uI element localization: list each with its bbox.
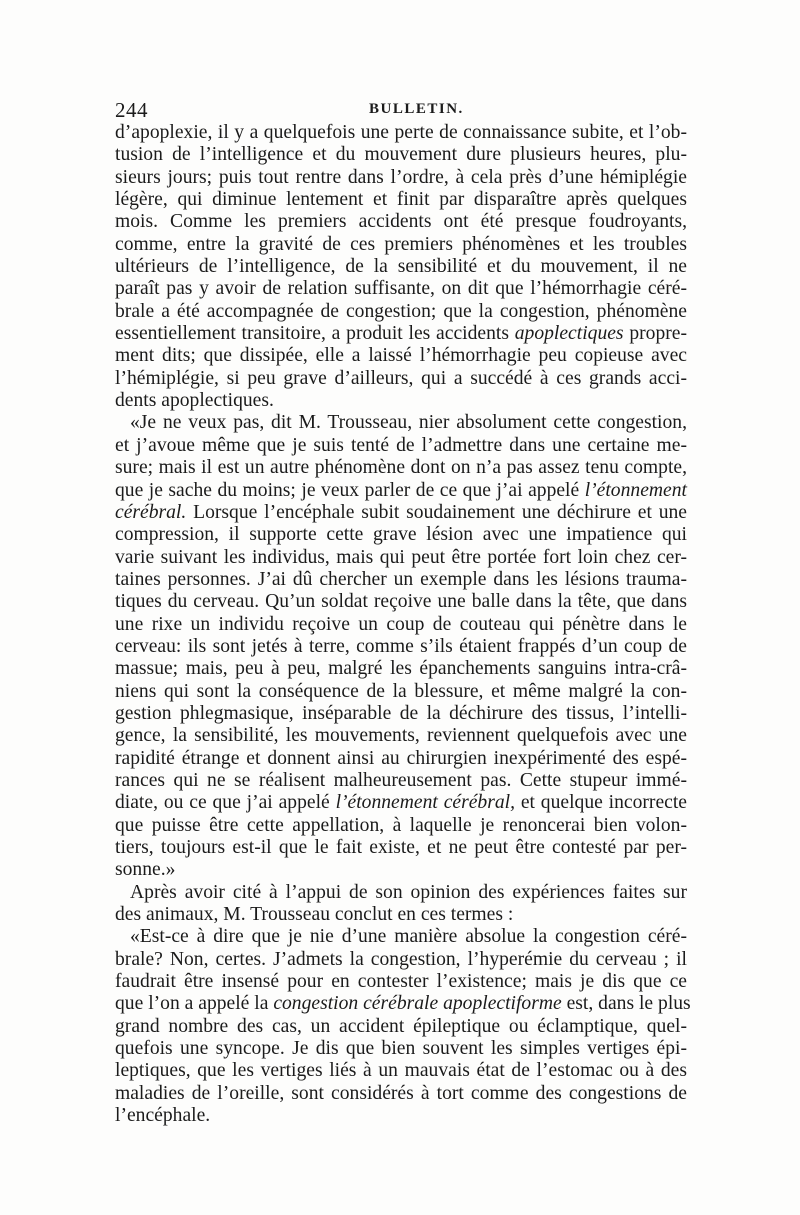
text-line <box>115 569 687 591</box>
text-run: sure; mais il est un autre phénomène dont on n’a pas assez tenu compte, <box>115 457 687 479</box>
text-line <box>115 748 687 770</box>
text-run: tusion de l’intelligence et du mouvement dure plusieurs heures, plu- <box>115 144 687 166</box>
text-run: Lorsque l’encéphale subit soudainement une déchirure et une <box>186 501 687 523</box>
paragraph <box>115 412 687 881</box>
text-line <box>115 390 687 412</box>
text-run: l’hémiplégie, si peu grave d’ailleurs, qui a succédé à ces grands acci- <box>115 367 687 389</box>
text-run: et quelque incorrecte <box>514 792 687 814</box>
text-line <box>115 502 687 524</box>
text-line <box>115 524 687 546</box>
text-line <box>115 122 687 144</box>
text-run: que l’on a appelé la <box>115 993 274 1015</box>
body-text <box>115 122 691 1127</box>
text-line <box>115 547 687 569</box>
text-line <box>115 614 687 636</box>
text-run: grand nombre des cas, un accident épileptique ou éclamptique, quel- <box>115 1015 687 1037</box>
text-run: légère, qui diminue lentement et finit par disparaître après quelques <box>115 189 687 211</box>
text-run: brale a été accompagnée de congestion; que la congestion, phénomène <box>115 300 687 322</box>
text-run: rapidité étrange et donnent ainsi au chirurgien inexpérimenté des espé- <box>115 747 687 769</box>
text-run: l’encéphale. <box>115 1105 211 1127</box>
text-run: sonne.» <box>115 859 176 881</box>
text-run: est, dans le plus <box>561 993 691 1015</box>
running-head <box>115 98 695 122</box>
text-run: paraît pas y avoir de relation suffisante, on dit que l’hémorrhagie céré- <box>115 278 687 300</box>
text-line <box>115 770 687 792</box>
italic-run: l’étonnement cérébral, <box>335 792 515 814</box>
text-run: essentiellement transitoire, a produit les accidents <box>115 323 515 345</box>
text-line <box>115 345 687 367</box>
text-line <box>115 591 687 613</box>
text-line <box>115 882 687 904</box>
text-line <box>115 993 691 1015</box>
text-run: diate, ou ce que j’ai appelé <box>115 792 336 814</box>
text-line <box>115 636 687 658</box>
text-run: que je sache du moins; je veux parler de ce que j’ai appelé <box>115 479 585 501</box>
text-run: ment dits; que dissipée, elle a laissé l’hémorrhagie peu copieuse avec <box>115 345 687 367</box>
text-line <box>115 971 687 993</box>
text-line <box>115 703 687 725</box>
text-run: mois. Comme les premiers accidents ont été presque foudroyants, <box>115 211 687 233</box>
text-line <box>115 1083 687 1105</box>
text-line <box>115 144 687 166</box>
italic-run: l’étonnement <box>584 479 687 501</box>
text-line <box>115 815 687 837</box>
text-run: comme, entre la gravité de ces premiers phénomènes et les troubles <box>115 233 687 255</box>
text-line <box>115 256 687 278</box>
text-line <box>115 211 687 233</box>
text-line <box>115 435 687 457</box>
text-line <box>115 681 687 703</box>
text-run: des animaux, M. Trousseau conclut en ces termes : <box>115 904 514 926</box>
text-line <box>115 837 687 859</box>
text-line <box>115 949 687 971</box>
text-line <box>115 859 687 881</box>
text-line <box>115 926 687 948</box>
text-run: compression, il supporte cette grave lésion avec une impatience qui <box>115 524 687 546</box>
text-run: «Je ne veux pas, dit M. Trousseau, nier absolument cette congestion, <box>130 412 687 434</box>
text-run: et j’avoue même que je suis tenté de l’admettre dans une certaine me- <box>115 434 687 456</box>
text-line <box>115 457 687 479</box>
text-run: dents apoplectiques. <box>115 390 274 412</box>
paragraph <box>115 926 691 1127</box>
text-line <box>115 792 687 814</box>
paragraph <box>115 882 687 927</box>
text-line <box>115 658 687 680</box>
text-line <box>115 1016 687 1038</box>
text-line <box>115 323 687 345</box>
text-run: sieurs jours; puis tout rentre dans l’ordre, à cela près d’une hémiplégie <box>115 166 687 188</box>
text-line <box>115 189 687 211</box>
text-run: tiques du cerveau. Qu’un soldat reçoive une balle dans la tête, que dans <box>115 591 687 613</box>
text-run: taines personnes. J’ai dû chercher un exemple dans les lésions trauma- <box>115 568 687 590</box>
text-line <box>115 1105 687 1127</box>
text-run: faudrait être insensé pour en contester l’existence; mais je dis que ce <box>115 971 687 993</box>
text-run: «Est-ce à dire que je nie d’une manière absolue la congestion céré- <box>130 926 687 948</box>
text-run: maladies de l’oreille, sont considérés à tort comme des congestions de <box>115 1082 687 1104</box>
text-line <box>115 412 687 434</box>
text-line <box>115 725 687 747</box>
paragraph <box>115 122 687 412</box>
text-line <box>115 480 687 502</box>
text-run: cerveau: ils sont jetés à terre, comme s’ils étaient frappés d’un coup de <box>115 635 687 657</box>
italic-run: cérébral. <box>115 501 187 523</box>
text-run: niens qui sont la conséquence de la blessure, et même malgré la con- <box>115 680 687 702</box>
text-line <box>115 904 687 926</box>
running-title: BULLETIN. <box>369 101 464 117</box>
text-line <box>115 167 687 189</box>
text-line <box>115 278 687 300</box>
text-line <box>115 1038 687 1060</box>
text-run: varie suivant les individus, mais qui peut être portée fort loin chez cer- <box>115 546 687 568</box>
text-run: une rixe un individu reçoive un coup de couteau qui pénètre dans le <box>115 613 687 635</box>
text-run: brale? Non, certes. J’admets la congestion, l’hyperémie du cerveau ; il <box>115 948 687 970</box>
text-run: propre- <box>623 323 688 345</box>
text-line <box>115 301 687 323</box>
text-line <box>115 234 687 256</box>
text-run: massue; mais, peu à peu, malgré les épanchements sanguins intra-crâ- <box>115 658 687 680</box>
italic-run: apoplectiques <box>514 323 624 345</box>
text-run: que puisse être cette appellation, à laquelle je renoncerai bien volon- <box>115 814 687 836</box>
text-run: d’apoplexie, il y a quelquefois une perte de connaissance subite, et l’ob- <box>115 122 687 143</box>
text-run: leptiques, que les vertiges liés à un mauvais état de l’estomac ou à des <box>115 1060 687 1082</box>
page-number: 244 <box>115 98 148 122</box>
text-run: gence, la sensibilité, les mouvements, reviennent quelquefois avec une <box>115 725 687 747</box>
text-run: Après avoir cité à l’appui de son opinion des expériences faites sur <box>130 881 687 903</box>
text-run: quefois une syncope. Je dis que bien souvent les simples vertiges épi- <box>115 1038 687 1060</box>
italic-run: congestion cérébrale apoplectiforme <box>273 993 562 1015</box>
text-run: ultérieurs de l’intelligence, de la sensibilité et du mouvement, il ne <box>115 256 687 278</box>
text-line <box>115 368 687 390</box>
text-run: tiers, toujours est-il que le fait existe, et ne peut être contesté par per- <box>115 837 687 858</box>
text-run: gestion phlegmasique, inséparable de la déchirure des tissus, l’intelli- <box>115 702 687 724</box>
text-line <box>115 1060 687 1082</box>
text-run: rances qui ne se réalisent malheureusement pas. Cette stupeur immé- <box>115 769 687 791</box>
